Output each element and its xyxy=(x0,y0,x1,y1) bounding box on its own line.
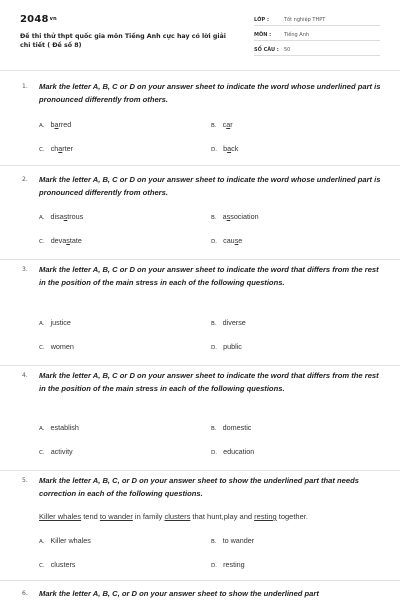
question-prompt: Mark the letter A, B, C or D on your answer sheet to indicate the word whose underlined part is pronounced differently from others. xyxy=(39,82,381,104)
option-letter: B. xyxy=(211,123,217,129)
option-text: domestic xyxy=(222,423,252,432)
sentence-text: that hunt,play and xyxy=(190,512,255,521)
meta-row-class xyxy=(254,14,380,26)
option-letter: C. xyxy=(39,239,45,245)
option-letter: C. xyxy=(39,345,45,351)
option-text: to wander xyxy=(222,536,255,545)
underlined-segment: clusters xyxy=(164,512,191,521)
option-text: education xyxy=(223,447,255,456)
option-b[interactable] xyxy=(211,120,233,129)
meta-row-subject xyxy=(254,29,380,41)
option-text: Killer whales xyxy=(50,536,91,545)
option-letter: C. xyxy=(39,450,45,456)
underlined-segment: resting xyxy=(254,512,277,521)
option-text: ck xyxy=(231,144,239,153)
document-title: Đề thi thử thpt quốc gia môn Tiếng Anh cực hay có lời giải chi tiết ( Đề số 8) xyxy=(20,33,226,49)
question-number: 2. xyxy=(22,176,28,183)
option-letter: A. xyxy=(39,426,45,432)
option-text: women xyxy=(50,342,74,351)
question-3 xyxy=(0,260,400,366)
question-prompt: Mark the letter A, B, C, or D on your answer sheet to show the underlined part xyxy=(39,589,319,598)
site-logo[interactable] xyxy=(20,14,57,25)
question-number: 1. xyxy=(22,83,28,90)
question-number: 6. xyxy=(22,590,28,597)
option-underlined: a xyxy=(58,144,63,153)
logo-suffix: vn xyxy=(49,16,57,22)
meta-key: MÔN : xyxy=(254,32,272,38)
logo-text: 2048 xyxy=(20,14,49,25)
question-4 xyxy=(0,366,400,471)
option-d[interactable] xyxy=(211,560,245,569)
sentence-text: tend xyxy=(81,512,100,521)
option-text: rred xyxy=(58,120,72,129)
option-text: cau xyxy=(223,236,235,245)
meta-value: Tốt nghiệp THPT xyxy=(284,17,326,23)
option-text: a xyxy=(222,212,227,221)
option-text: tate xyxy=(69,236,82,245)
underlined-segment: Killer whales xyxy=(39,512,82,521)
option-text: trous xyxy=(67,212,84,221)
option-text: activity xyxy=(50,447,73,456)
option-d[interactable] xyxy=(211,144,238,153)
option-text: diverse xyxy=(222,318,246,327)
sentence-text: together. xyxy=(276,512,308,521)
option-text: justice xyxy=(50,318,71,327)
option-letter: A. xyxy=(39,321,45,327)
meta-key: SỐ CÂU : xyxy=(254,47,279,53)
option-underlined: a xyxy=(54,120,59,129)
question-6 xyxy=(0,581,400,600)
option-c[interactable] xyxy=(39,236,82,245)
option-c[interactable] xyxy=(39,447,73,456)
question-number: 5. xyxy=(22,477,28,484)
option-text: establish xyxy=(50,423,79,432)
option-underlined: a xyxy=(226,120,231,129)
option-text: b xyxy=(50,120,55,129)
underlined-segment: to wander xyxy=(99,512,133,521)
option-text: disa xyxy=(50,212,64,221)
option-text: ch xyxy=(50,144,59,153)
question-number: 3. xyxy=(22,266,28,273)
question-prompt: Mark the letter A, B, C or D on your answer sheet to indicate the word whose underlined part is pronounced differently from others. xyxy=(39,175,381,197)
option-text: deva xyxy=(50,236,67,245)
option-text: sociation xyxy=(230,212,259,221)
sentence-text: in family xyxy=(132,512,165,521)
error-sentence xyxy=(39,512,308,521)
option-text: resting xyxy=(223,560,245,569)
option-letter: A. xyxy=(39,123,45,129)
option-b[interactable] xyxy=(211,318,246,327)
option-a[interactable] xyxy=(39,212,83,221)
option-letter: B. xyxy=(211,215,217,221)
option-text: r xyxy=(230,120,233,129)
option-letter: C. xyxy=(39,563,45,569)
option-text: e xyxy=(238,236,243,245)
option-letter: A. xyxy=(39,215,45,221)
meta-key: LỚP : xyxy=(254,17,269,23)
option-text: clusters xyxy=(50,560,76,569)
option-a[interactable] xyxy=(39,318,71,327)
meta-value: 50 xyxy=(284,47,291,53)
option-a[interactable] xyxy=(39,423,79,432)
option-c[interactable] xyxy=(39,144,73,153)
option-letter: D. xyxy=(211,563,218,569)
option-underlined: s xyxy=(63,212,68,221)
option-letter: D. xyxy=(211,147,218,153)
option-b[interactable] xyxy=(211,536,254,545)
document-header xyxy=(0,0,400,68)
option-d[interactable] xyxy=(211,342,242,351)
option-letter: A. xyxy=(39,539,45,545)
question-prompt: Mark the letter A, B, C or D on your answer sheet to indicate the word that differs from the rest in the position of the main stress in each of the following questions. xyxy=(39,371,379,393)
option-b[interactable] xyxy=(211,212,259,221)
option-a[interactable] xyxy=(39,536,91,545)
question-1 xyxy=(0,71,400,166)
option-letter: B. xyxy=(211,539,217,545)
option-c[interactable] xyxy=(39,342,74,351)
option-letter: D. xyxy=(211,450,218,456)
option-letter: B. xyxy=(211,426,217,432)
option-letter: C. xyxy=(39,147,45,153)
question-5 xyxy=(0,471,400,581)
option-d[interactable] xyxy=(211,236,242,245)
option-underlined: s xyxy=(66,236,70,245)
question-2 xyxy=(0,166,400,260)
option-letter: D. xyxy=(211,239,218,245)
question-prompt: Mark the letter A, B, C or D on your answer sheet to indicate the word that differs from the rest in the position of the main stress in each of the following questions. xyxy=(39,265,379,287)
meta-value: Tiếng Anh xyxy=(284,32,310,38)
option-c[interactable] xyxy=(39,560,75,569)
option-a[interactable] xyxy=(39,120,71,129)
option-b[interactable] xyxy=(211,423,251,432)
option-text: c xyxy=(222,120,227,129)
option-text: b xyxy=(223,144,228,153)
question-prompt: Mark the letter A, B, C, or D on your answer sheet to show the underlined part that needs correction in each of the following questions. xyxy=(39,476,359,498)
option-d[interactable] xyxy=(211,447,254,456)
option-underlined: s xyxy=(226,212,231,221)
option-underlined: a xyxy=(227,144,232,153)
option-text: public xyxy=(223,342,242,351)
option-underlined: s xyxy=(234,236,239,245)
option-letter: D. xyxy=(211,345,218,351)
option-letter: B. xyxy=(211,321,217,327)
option-text: rter xyxy=(62,144,74,153)
question-number: 4. xyxy=(22,372,28,379)
meta-row-count xyxy=(254,44,380,56)
